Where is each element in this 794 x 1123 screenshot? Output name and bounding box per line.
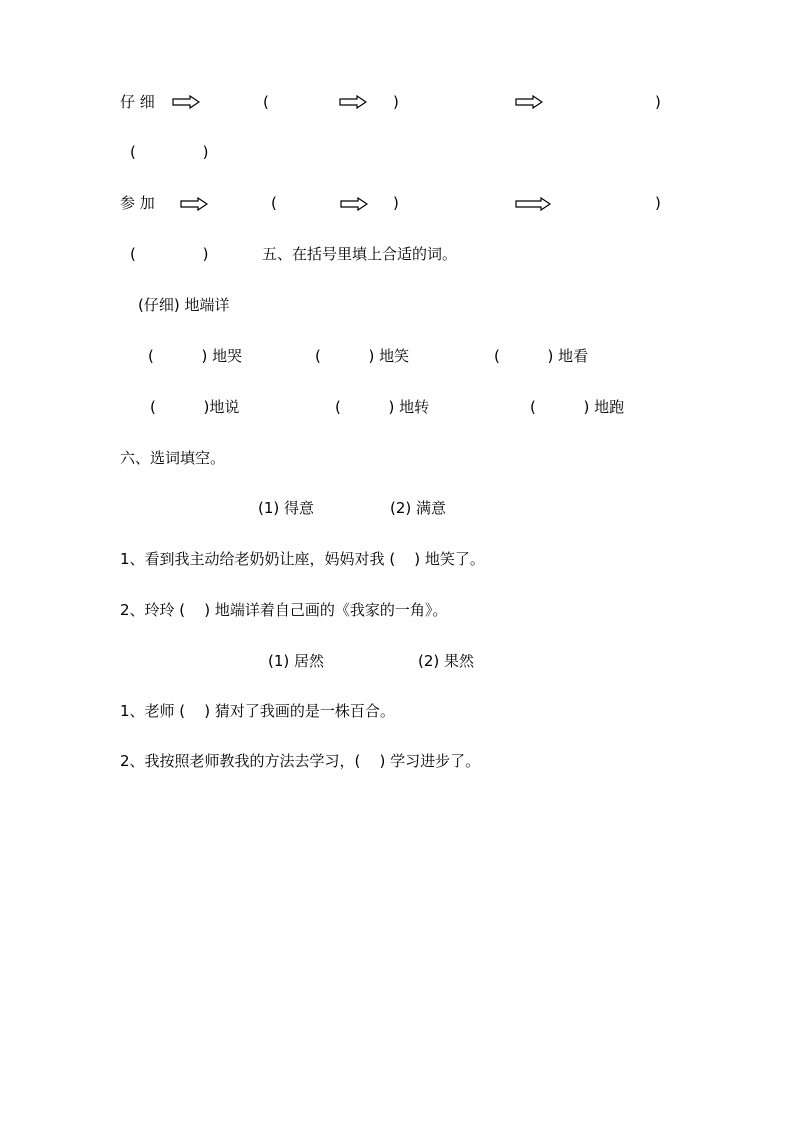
section-five-heading: 五、在括号里填上合适的词。: [262, 245, 458, 263]
question-item: 2、我按照老师教我的方法去学习，( ) 学习进步了。: [120, 752, 481, 770]
word-zixi: 仔 细: [120, 93, 155, 111]
fill-item: ( ) 地笑: [315, 347, 410, 365]
paren-close: ): [655, 93, 661, 111]
double-arrow-icon: [340, 197, 368, 211]
option-item: (2) 果然: [418, 652, 475, 670]
fill-item: ( )地说: [150, 398, 240, 416]
double-arrow-icon: [515, 95, 543, 109]
double-arrow-icon: [515, 197, 543, 211]
option-item: (1) 得意: [258, 499, 315, 517]
paren-close: ): [393, 93, 399, 111]
paren-close: ): [393, 194, 399, 212]
fill-item: ( ) 地转: [335, 398, 430, 416]
blank-paren: ( ): [130, 143, 209, 161]
option-item: (1) 居然: [268, 652, 325, 670]
paren-close: ): [655, 194, 661, 212]
question-item: 1、老师 ( ) 猜对了我画的是一株百合。: [120, 702, 395, 720]
question-item: 2、玲玲 ( ) 地端详着自己画的《我家的一角》。: [120, 601, 448, 619]
section-six-heading: 六、选词填空。: [120, 449, 226, 467]
double-arrow-icon: [180, 197, 208, 211]
paren-open: (: [271, 194, 277, 212]
fill-item: ( ) 地跑: [530, 398, 625, 416]
fill-item: ( ) 地哭: [148, 347, 243, 365]
fill-item: ( ) 地看: [494, 347, 589, 365]
paren-open: (: [263, 93, 269, 111]
double-arrow-icon: [172, 95, 200, 109]
blank-paren: ( ): [130, 245, 209, 263]
word-canjia: 参 加: [120, 194, 155, 212]
example-item: (仔细) 地端详: [138, 296, 230, 314]
double-arrow-icon: [339, 95, 367, 109]
option-item: (2) 满意: [390, 499, 447, 517]
question-item: 1、看到我主动给老奶奶让座，妈妈对我 ( ) 地笑了。: [120, 550, 485, 568]
